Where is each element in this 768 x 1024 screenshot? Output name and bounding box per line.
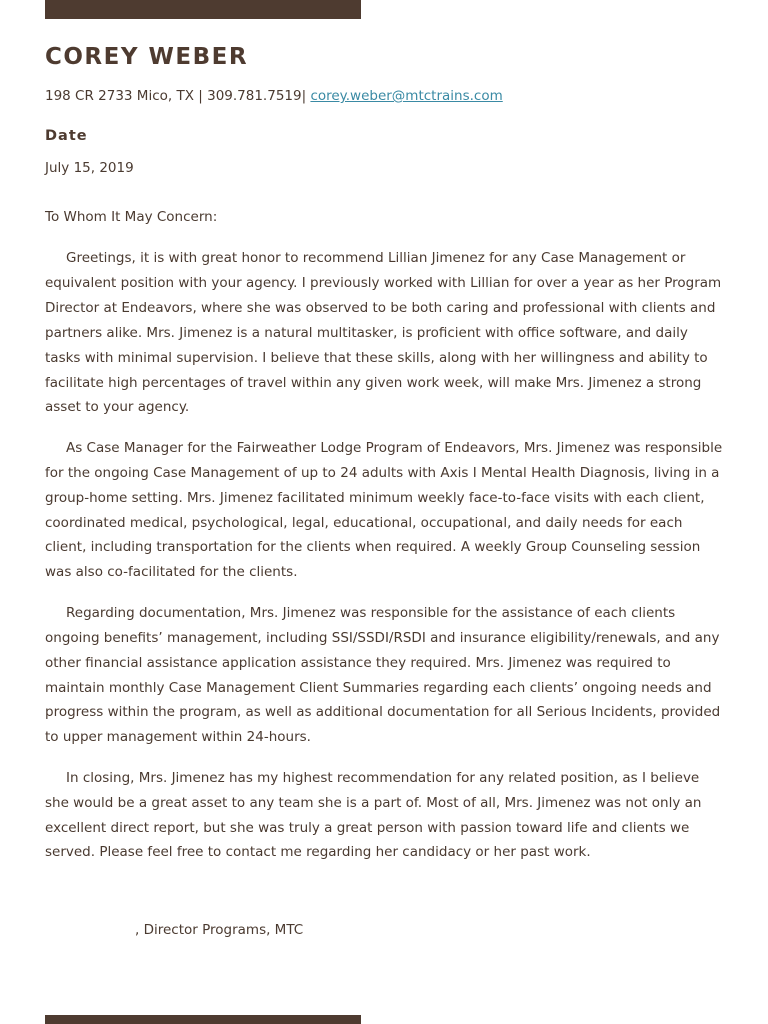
letter-paragraph: In closing, Mrs. Jimenez has my highest recommendation for any related position, as I believe she would be a great asset to any team she is a part of. Most of all, Mrs. Jimenez was not only an excellent direct report, but she was truly a great person with passion toward life and clients we served. Please feel free to contact me regarding her candidacy or her past work. — [45, 769, 702, 861]
contact-separator: | — [198, 88, 208, 104]
phone-number: 309.781.7519 — [207, 88, 302, 104]
letter-paragraph: Regarding documentation, Mrs. Jimenez was responsible for the assistance of each clients ongoing benefits’ management, including SSI/SSDI/RSDI and insurance eligibility/renewals, and any other financial assistance application assistance they required. Mrs. Jimenez was required to maintain monthly Case Management Client Summaries regarding each clients’ ongoing needs and progress within the program, as well as additional documentation for all Serious Incidents, provided to upper management within 24-hours. — [45, 604, 721, 746]
date-heading: Date — [45, 128, 88, 144]
contact-separator: | — [301, 88, 311, 104]
letter-paragraph: As Case Manager for the Fairweather Lodge Program of Endeavors, Mrs. Jimenez was responsible for the ongoing Case Management of up to 24 adults with Axis I Mental Health Diagnosis, living in a group-home setting. Mrs. Jimenez facilitated minimum weekly face-to-face visits with each client, coordinated medical, psychological, legal, educational, occupational, and daily needs for each client, including transportation for the clients when required. A weekly Group Counseling session was also co-facilitated for the clients. — [45, 439, 723, 581]
letter-paragraph: Greetings, it is with great honor to recommend Lillian Jimenez for any Case Management or equivalent position with your agency. I previously worked with Lillian for over a year as her Program Director at Endeavors, where she was observed to be both caring and professional with clients and partners alike. Mrs. Jimenez is a natural multitasker, is proficient with office software, and daily tasks with minimal supervision. I believe that these skills, along with her willingness and ability to facilitate high percentages of travel within any given work week, will make Mrs. Jimenez a strong asset to your agency. — [45, 250, 722, 416]
date-value: July 15, 2019 — [45, 160, 134, 176]
letter-body — [45, 246, 725, 881]
bottom-accent-bar — [45, 1015, 361, 1024]
top-accent-bar — [45, 0, 361, 19]
contact-line — [45, 88, 503, 104]
author-name: COREY WEBER — [45, 44, 249, 70]
signature-line: , Director Programs, MTC — [135, 922, 304, 938]
salutation: To Whom It May Concern: — [45, 209, 218, 225]
email-link[interactable]: corey.weber@mtctrains.com — [310, 88, 503, 104]
address: 198 CR 2733 Mico, TX — [45, 88, 199, 104]
